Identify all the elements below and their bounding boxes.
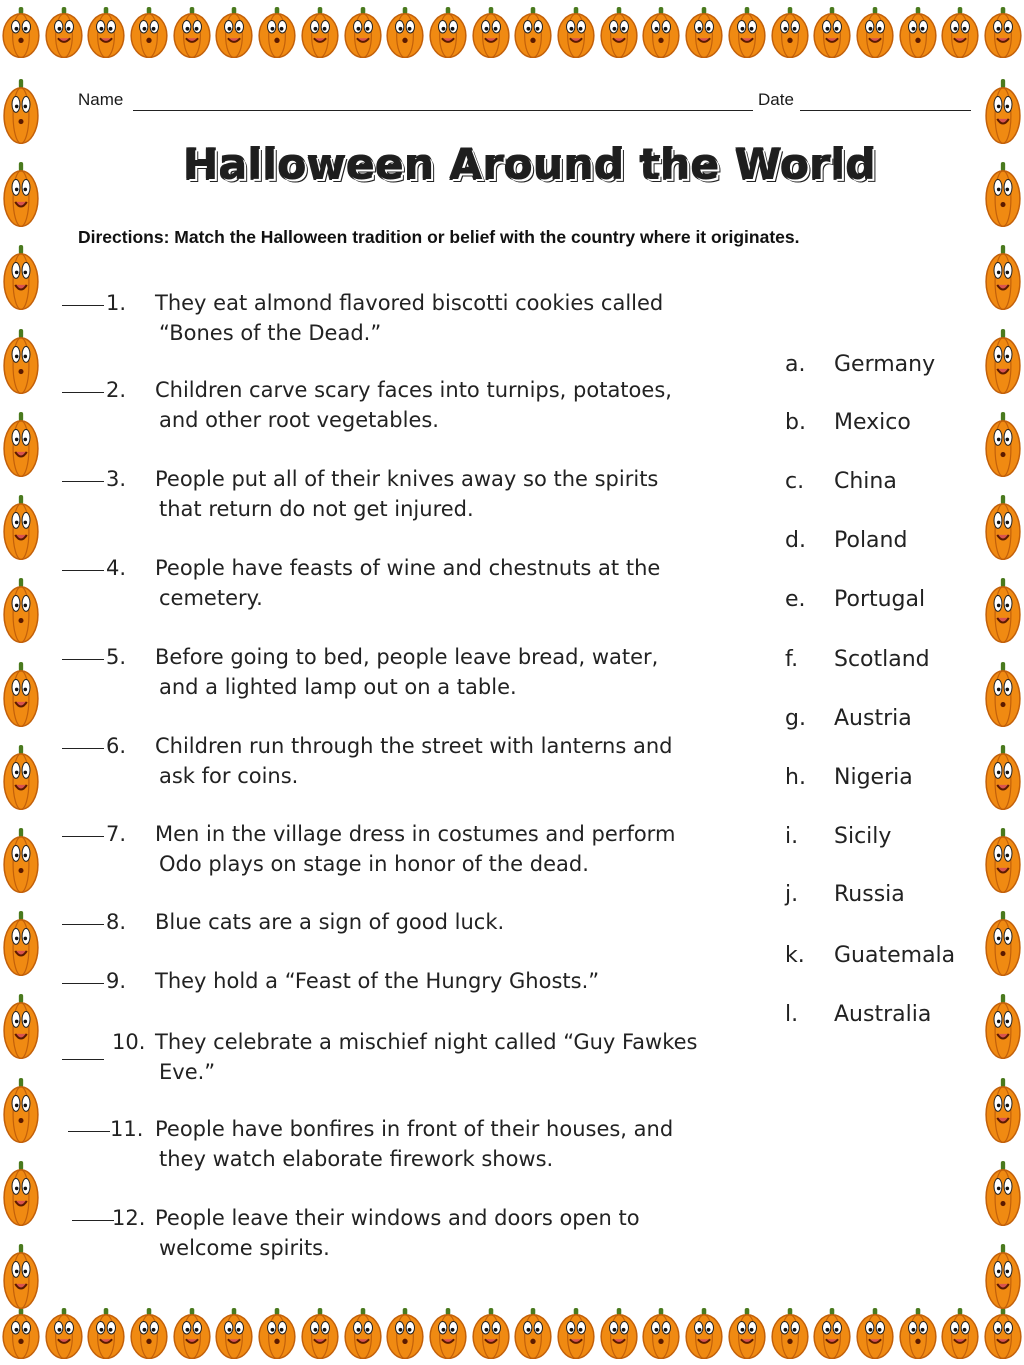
question-number: 7. xyxy=(106,822,127,846)
question-number: 11. xyxy=(110,1117,144,1141)
name-label: Name xyxy=(78,90,124,109)
question-number: 2. xyxy=(106,378,127,402)
answer-blank[interactable] xyxy=(62,392,104,393)
question-text: Blue cats are a sign of good luck. xyxy=(155,910,505,934)
option-letter: f. xyxy=(785,647,799,672)
name-blank[interactable] xyxy=(133,110,753,111)
option-letter: i. xyxy=(785,824,799,849)
question-number: 3. xyxy=(106,467,127,491)
date-blank[interactable] xyxy=(800,110,971,111)
question-number: 1. xyxy=(106,291,127,315)
option-country: Guatemala xyxy=(834,943,956,968)
question-text: Children carve scary faces into turnips, potatoes, and other root vegetables. xyxy=(155,378,672,432)
question-text: Children run through the street with lanterns and ask for coins. xyxy=(155,734,673,788)
question-number: 12. xyxy=(112,1206,146,1230)
option-letter: d. xyxy=(785,528,806,553)
option-letter: g. xyxy=(785,706,806,731)
page-title: Halloween Around the World xyxy=(183,140,877,189)
question-text: Before going to bed, people leave bread, water, and a lighted lamp out on a table. xyxy=(155,645,659,699)
name-date-line xyxy=(78,90,971,114)
question-number: 9. xyxy=(106,969,127,993)
option-country: Austria xyxy=(834,706,912,731)
question-text: People put all of their knives away so the spirits that return do not get injured. xyxy=(155,467,659,521)
option-country: Sicily xyxy=(834,824,892,849)
question-number: 8. xyxy=(106,910,127,934)
answer-blank[interactable] xyxy=(72,1220,114,1221)
option-letter: k. xyxy=(785,943,805,968)
answer-blank[interactable] xyxy=(62,983,104,984)
answer-blank[interactable] xyxy=(62,924,104,925)
answer-blank[interactable] xyxy=(62,305,104,306)
option-country: China xyxy=(834,469,897,494)
option-letter: j. xyxy=(785,882,799,907)
option-letter: e. xyxy=(785,587,806,612)
question-number: 5. xyxy=(106,645,127,669)
question-text: People leave their windows and doors open to welcome spirits. xyxy=(155,1206,640,1260)
question-text: Men in the village dress in costumes and perform Odo plays on stage in honor of the dead. xyxy=(155,822,676,876)
option-country: Portugal xyxy=(834,587,926,612)
answer-blank[interactable] xyxy=(62,570,104,571)
date-label: Date xyxy=(758,90,794,109)
directions: Directions: Match the Halloween tradition or belief with the country where it originates. xyxy=(78,227,800,247)
question-number: 4. xyxy=(106,556,127,580)
option-country: Mexico xyxy=(834,410,911,435)
option-country: Germany xyxy=(834,352,936,377)
question-text: They hold a “Feast of the Hungry Ghosts.” xyxy=(155,969,600,993)
question-text: They celebrate a mischief night called “Guy Fawkes Eve.” xyxy=(155,1030,698,1084)
answer-blank[interactable] xyxy=(68,1131,110,1132)
question-number: 10. xyxy=(112,1030,146,1054)
answer-blank[interactable] xyxy=(62,836,104,837)
answer-blank[interactable] xyxy=(62,659,104,660)
question-text: People have bonfires in front of their houses, and they watch elaborate firework shows. xyxy=(155,1117,674,1171)
option-country: Russia xyxy=(834,882,905,907)
answer-blank[interactable] xyxy=(62,481,104,482)
answer-blank[interactable] xyxy=(62,748,104,749)
option-letter: a. xyxy=(785,352,806,377)
option-letter: l. xyxy=(785,1002,799,1027)
answer-blank[interactable] xyxy=(62,1059,104,1060)
option-country: Poland xyxy=(834,528,908,553)
question-text: People have feasts of wine and chestnuts at the cemetery. xyxy=(155,556,661,610)
option-country: Nigeria xyxy=(834,765,913,790)
question-text: They eat almond flavored biscotti cookies called “Bones of the Dead.” xyxy=(155,291,664,345)
option-letter: b. xyxy=(785,410,806,435)
option-letter: h. xyxy=(785,765,806,790)
option-letter: c. xyxy=(785,469,805,494)
option-country: Scotland xyxy=(834,647,930,672)
option-country: Australia xyxy=(834,1002,932,1027)
question-number: 6. xyxy=(106,734,127,758)
